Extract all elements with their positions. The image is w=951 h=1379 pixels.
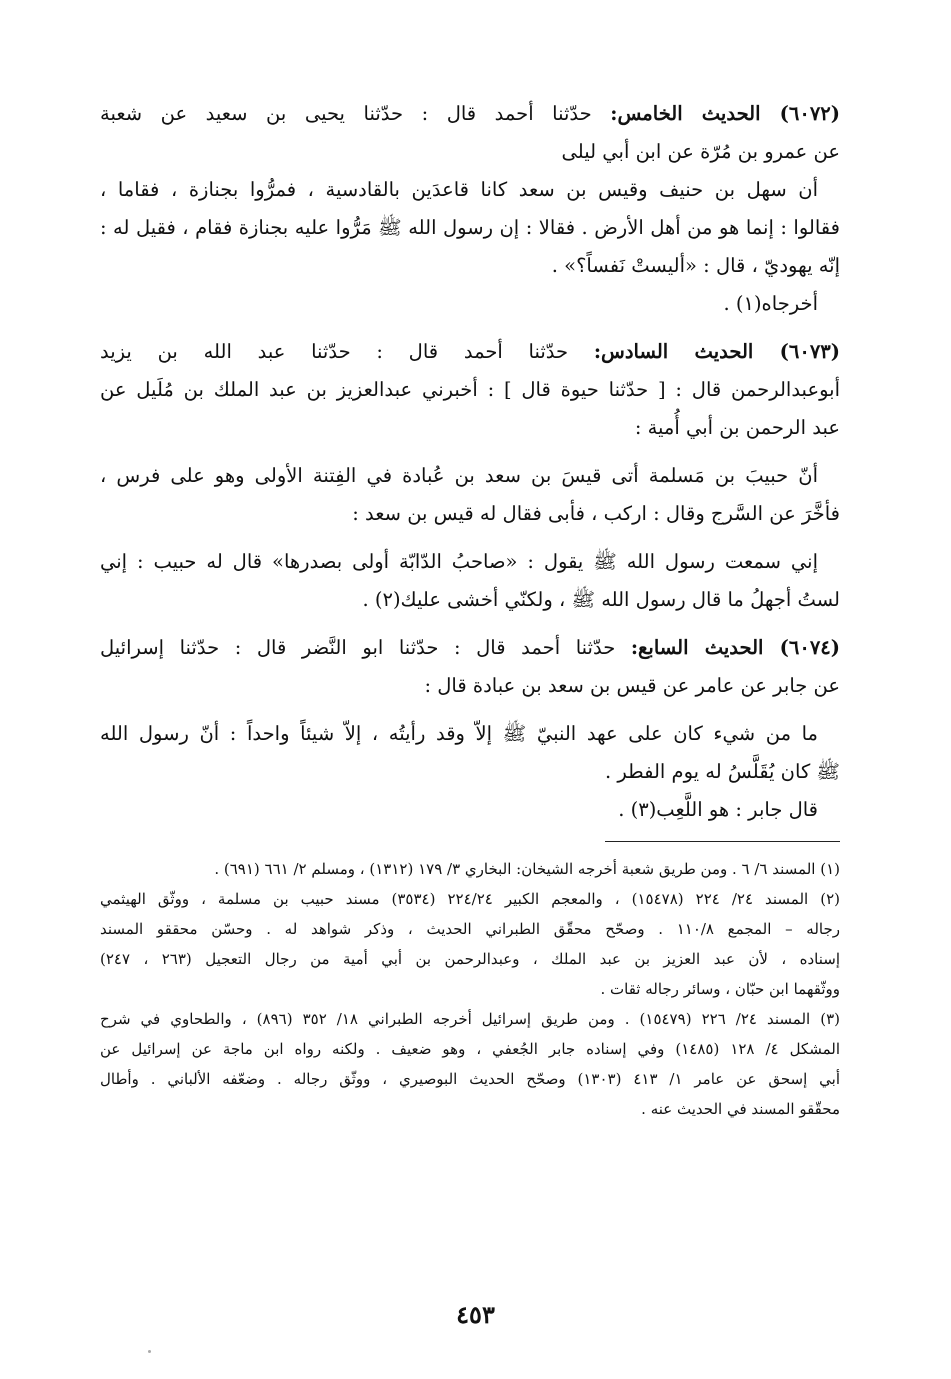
hadith-5-line-1 xyxy=(100,95,840,133)
footnote-2-line-4: ووثّقهما ابن حبّان ، وسائر رجاله ثقات . xyxy=(600,980,840,998)
hadith-6-line-6: إني سمعت رسول الله ﷺ يقول : «صاحبُ الدّابّة أولى بصدرها» قال له حبيب : إني xyxy=(100,550,818,573)
hadith-6-line-4: أنّ حبيبَ بن مَسلمة أتى قيسَ بن سعد بن عُبادة في الفِتنة الأولى وهو على فرس ، xyxy=(100,464,818,487)
page-body xyxy=(100,95,840,1124)
hadith-6-heading: (٦٠٧٣) الحديث السادس: xyxy=(593,340,841,363)
hadith-6-isnad: حدّثنا أحمد قال : حدّثنا عبد الله بن يزيد xyxy=(100,340,594,363)
hadith-7-line-3: ما من شيء كان على عهد النبيّ ﷺ إلاّ وقد رأيتُه ، إلاّ شيئاً واحداً : أنّ رسول الله xyxy=(100,722,818,745)
footnote-1: (١) المسند ٦/ ٦ . ومن طريق شعبة أخرجه الشيخان: البخاري ٣/ ١٧٩ (١٣١٢) ، ومسلم ٢/ ٦٦١ (٦٩١) . xyxy=(214,860,840,878)
hadith-6-line-1 xyxy=(100,333,840,371)
footnote-2-line-3: إسناده ، لأن عبد العزيز بن عبد الملك ، وعبدالرحمن بن أبي أمية من رجال التعجيل (٢٦٣ ، ٢٤٧) xyxy=(100,950,840,968)
hadith-6-line-7: لستُ أجهلُ ما قال رسول الله ﷺ ، ولكنّي أخشى عليك(٢) . xyxy=(362,588,840,611)
scan-speck xyxy=(148,1350,151,1353)
hadith-6-line-2: أبوعبدالرحمن قال : [ حدّثنا حيوة قال ] : أخبرني عبدالعزيز بن عبد الملك بن مُلَيل عن xyxy=(100,378,840,401)
hadith-6-line-5: فأخَّرَ عن السَّرج وقال : اركب ، فأبى فقال له قيس بن سعد : xyxy=(352,502,840,525)
hadith-5-line-3: أن سهل بن حنيف وقيس بن سعد كانا قاعدَين بالقادسية ، فمرُّوا بجنازة ، فقاما ، xyxy=(100,178,818,201)
hadith-7-line-1 xyxy=(100,629,840,667)
hadith-6-line-3: عبد الرحمن بن أبي أُمية : xyxy=(634,416,840,439)
footnote-3-line-3: أبي إسحق عن عامر ١/ ٤١٣ (١٣٠٣) وصحّح الحديث البوصيري ، ووثّق رجاله . وضعّفه الألباني . وأطال xyxy=(100,1070,840,1088)
footnote-3-line-1: (٣) المسند ٢٤/ ٢٢٦ (١٥٤٧٩) . ومن طريق إسرائيل أخرجه الطبراني ١٨/ ٣٥٢ (٨٩٦) ، والطحاوي في شرح xyxy=(100,1010,840,1028)
footnote-2-line-2: رجاله – المجمع ١١٠/٨ . وصحّح محقّق الطبراني الحديث ، وذكر شواهد له . وحسّن محققو المسند xyxy=(100,920,840,938)
hadith-7-isnad: حدّثنا أحمد قال : حدّثنا ابو النَّضر قال : حدّثنا إسرائيل xyxy=(100,636,631,659)
hadith-7-heading: (٦٠٧٤) الحديث السابع: xyxy=(630,636,841,659)
footnote-2-line-1: (٢) المسند ٢٤/ ٢٢٤ (١٥٤٧٨) ، والمعجم الكبير ٢٢٤/٢٤ (٣٥٣٤) مسند حبيب بن مسلمة ، ووثّق الهيثمي xyxy=(100,890,841,908)
footnote-divider xyxy=(605,841,840,842)
footnote-3-line-2: المشكل ٤/ ١٢٨ (١٤٨٥) وفي إسناده جابر الجُعفي ، وهو ضعيف . ولكنه رواه ابن ماجة عن إسرائيل عن xyxy=(100,1040,841,1058)
page-number: ٤٥٣ xyxy=(456,1300,495,1329)
hadith-5-line-2: عن عمرو بن مُرّة عن ابن أبي ليلى xyxy=(561,140,840,163)
hadith-7-line-2: عن جابر عن عامر عن قيس بن سعد بن عبادة قال : xyxy=(424,674,840,697)
hadith-7-line-5: قال جابر : هو اللَّعِب(٣) . xyxy=(618,798,818,821)
hadith-5-isnad: حدّثنا أحمد قال : حدّثنا يحيى بن سعيد عن شعبة xyxy=(100,102,611,125)
hadith-7-line-4: ﷺ كان يُقَلَّسُ له يوم الفطر . xyxy=(604,760,840,783)
hadith-5-line-6: أخرجاه(١) . xyxy=(723,292,818,315)
hadith-5-heading: (٦٠٧٢) الحديث الخامس: xyxy=(610,102,841,125)
footnote-3-line-4: محقّقو المسند في الحديث عنه . xyxy=(641,1100,840,1118)
hadith-5-line-5: إنّه يهوديّ ، قال : «أليستْ نَفساً؟» . xyxy=(551,254,840,277)
hadith-5-line-4: فقالوا : إنما هو من أهل الأرض . فقالا : إن رسول الله ﷺ مَرُّوا عليه بجنازة فقام ، فقيل له : xyxy=(100,216,840,239)
